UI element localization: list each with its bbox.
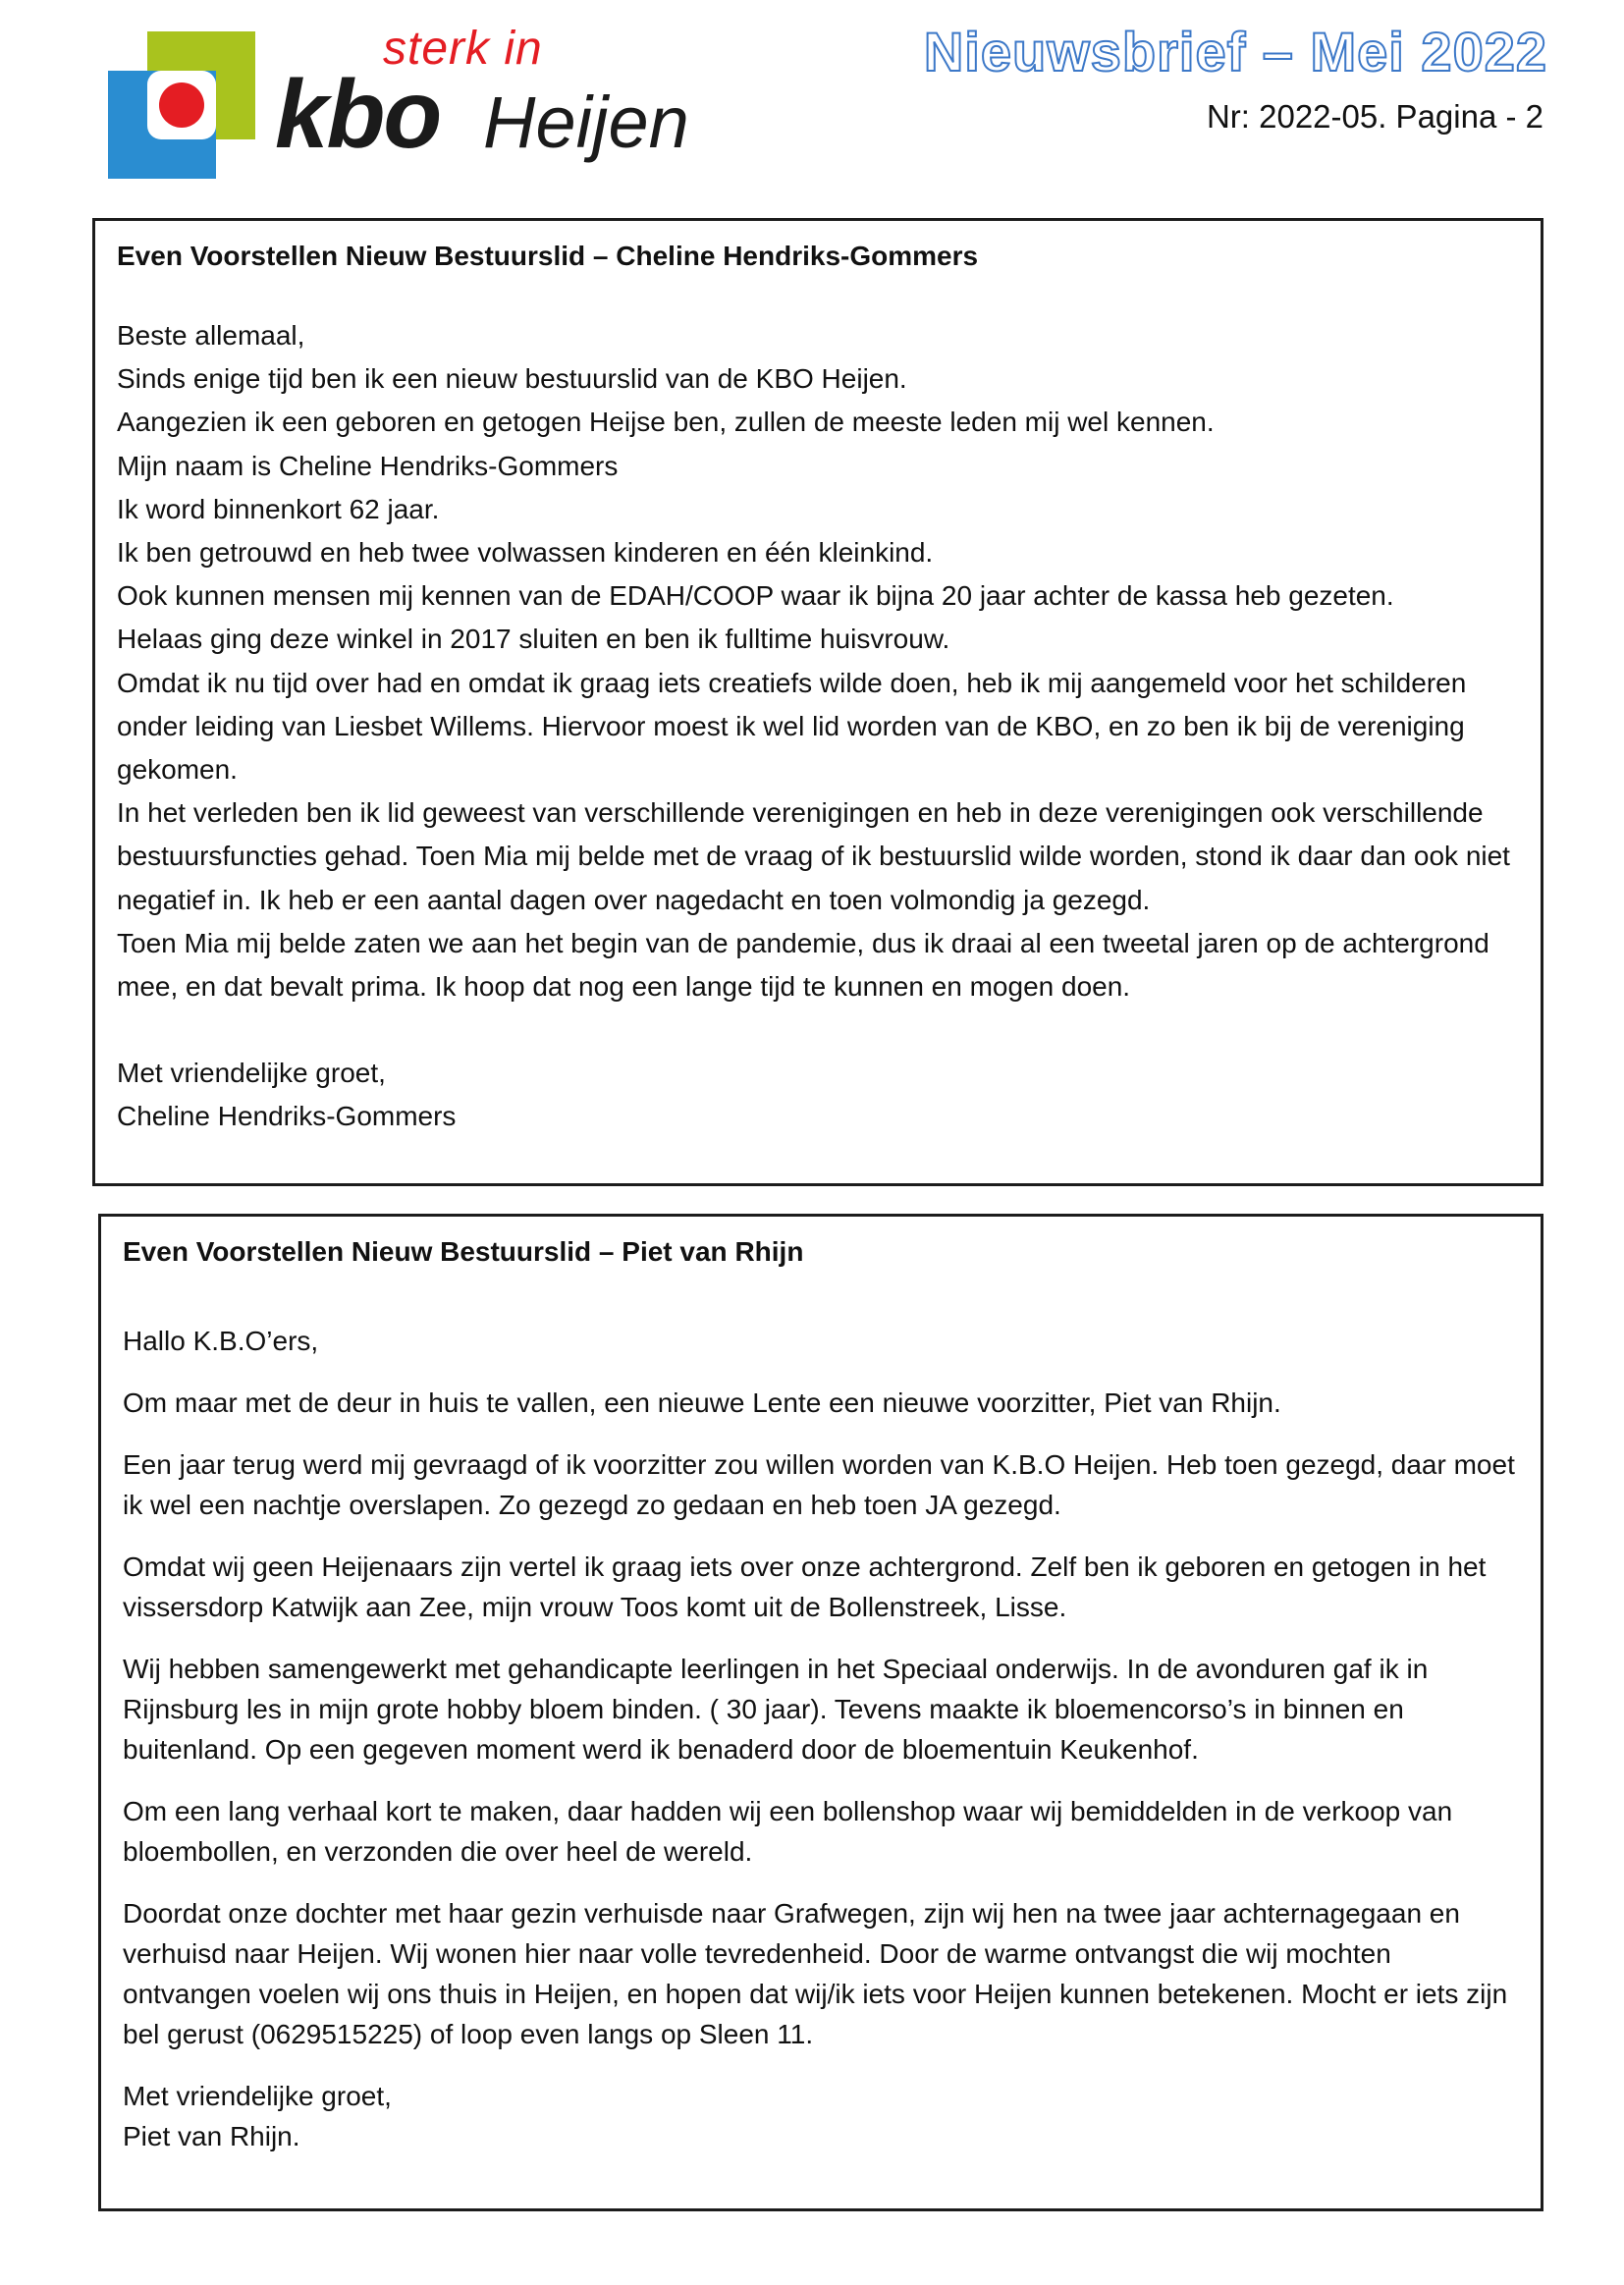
article-body	[123, 1321, 1519, 2054]
logo-place: Heijen	[483, 82, 689, 163]
paragraph: Sinds enige tijd ben ik een nieuw bestuurslid van de KBO Heijen.	[117, 363, 907, 395]
paragraph: Ik ben getrouwd en heb twee volwassen kinderen en één kleinkind.	[117, 537, 934, 569]
logo-brand: kbo	[275, 60, 441, 168]
logo-tagline: sterk in	[383, 23, 543, 75]
paragraph: Wij hebben samengewerkt met gehandicapte leerlingen in het Speciaal onderwijs. In de avonduren gaf ik in Rijnsburg les in mijn grote hobby bloem binden. ( 30 jaar). Tevens maakte ik bloemencorso’s in binnen en buitenland. Op een gegeven moment werd ik benaderd door de bloementuin Keukenhof.	[123, 1654, 1429, 1765]
paragraph: Mijn naam is Cheline Hendriks-Gommers	[117, 450, 619, 481]
article-cheline	[92, 218, 1543, 1186]
article-signoff	[123, 2076, 1519, 2156]
paragraph: Doordat onze dochter met haar gezin verhuisde naar Grafwegen, zijn wij hen na twee jaar achternagegaan en verhuisd naar Heijen. Wij wonen hier naar volle tevredenheid. Door de warme ontvangst die wij mochten ontvangen voelen wij ons thuis in Heijen, en hopen dat wij/ik iets voor Heijen kunnen betekenen. Mocht er iets zijn bel gerust (0629515225) of loop even langs op Sleen 11.	[123, 1898, 1508, 2049]
paragraph: Om een lang verhaal kort te maken, daar hadden wij een bollenshop waar wij bemiddelden in de verkoop van bloembollen, en verzonden die over heel de wereld.	[123, 1796, 1453, 1867]
article-signoff	[117, 1052, 1519, 1138]
paragraph: Een jaar terug werd mij gevraagd of ik voorzitter zou willen worden van K.B.O Heijen. Heb toen gezegd, daar moet ik wel een nachtje overslapen. Zo gezegd zo gedaan en heb toen JA gezegd.	[123, 1449, 1515, 1520]
paragraph: Aangezien ik een geboren en getogen Heijse ben, zullen de meeste leden mij wel kennen.	[117, 407, 1215, 438]
article-body	[117, 314, 1519, 1008]
article-title: Even Voorstellen Nieuw Bestuurslid – Piet van Rhijn	[123, 1236, 804, 1267]
closing: Met vriendelijke groet,	[123, 2081, 392, 2111]
paragraph: Hallo K.B.O’ers,	[123, 1326, 319, 1356]
paragraph: Ook kunnen mensen mij kennen van de EDAH/COOP waar ik bijna 20 jaar achter de kassa heb gezeten.	[117, 580, 1394, 612]
paragraph: Omdat wij geen Heijenaars zijn vertel ik graag iets over onze achtergrond. Zelf ben ik geboren en getogen in het vissersdorp Katwijk aan Zee, mijn vrouw Toos komt uit de Bollenstreek, Lisse.	[123, 1551, 1487, 1622]
paragraph: Omdat ik nu tijd over had en omdat ik graag iets creatiefs wilde doen, heb ik mij aangemeld voor het schilderen onder leiding van Liesbet Willems. Hiervoor moest ik wel lid worden van de KBO, en zo ben ik bij de vereniging gekomen.	[117, 667, 1467, 786]
newsletter-title: Nieuwsbrief – Mei 2022	[923, 21, 1547, 82]
logo-mark-icon	[108, 31, 255, 179]
article-piet	[98, 1214, 1543, 2211]
paragraph: Ik word binnenkort 62 jaar.	[117, 493, 440, 524]
signature: Piet van Rhijn.	[123, 2121, 300, 2151]
article-title: Even Voorstellen Nieuw Bestuurslid – Cheline Hendriks-Gommers	[117, 241, 979, 271]
logo-red-dot	[159, 82, 204, 128]
paragraph: Toen Mia mij belde zaten we aan het begin van de pandemie, dus ik draai al een tweetal jaren op de achtergrond mee, en dat bevalt prima. Ik hoop dat nog een lange tijd te kunnen en mogen doen.	[117, 927, 1489, 1003]
paragraph: Helaas ging deze winkel in 2017 sluiten en ben ik fulltime huisvrouw.	[117, 624, 950, 655]
issue-line: Nr: 2022-05. Pagina - 2	[1206, 98, 1543, 135]
paragraph: Om maar met de deur in huis te vallen, een nieuwe Lente een nieuwe voorzitter, Piet van Rhijn.	[123, 1387, 1281, 1418]
kbo-logo	[108, 22, 697, 189]
signature: Cheline Hendriks-Gommers	[117, 1101, 457, 1132]
paragraph: In het verleden ben ik lid geweest van verschillende verenigingen en heb in deze verenigingen ook verschillende bestuursfuncties gehad. Toen Mia mij belde met de vraag of ik bestuurslid wilde worden, stond ik daar dan ook niet negatief in. Ik heb er een aantal dagen over nagedacht en toen volmondig ja gezegd.	[117, 797, 1510, 915]
closing: Met vriendelijke groet,	[117, 1058, 386, 1089]
paragraph: Beste allemaal,	[117, 320, 305, 351]
